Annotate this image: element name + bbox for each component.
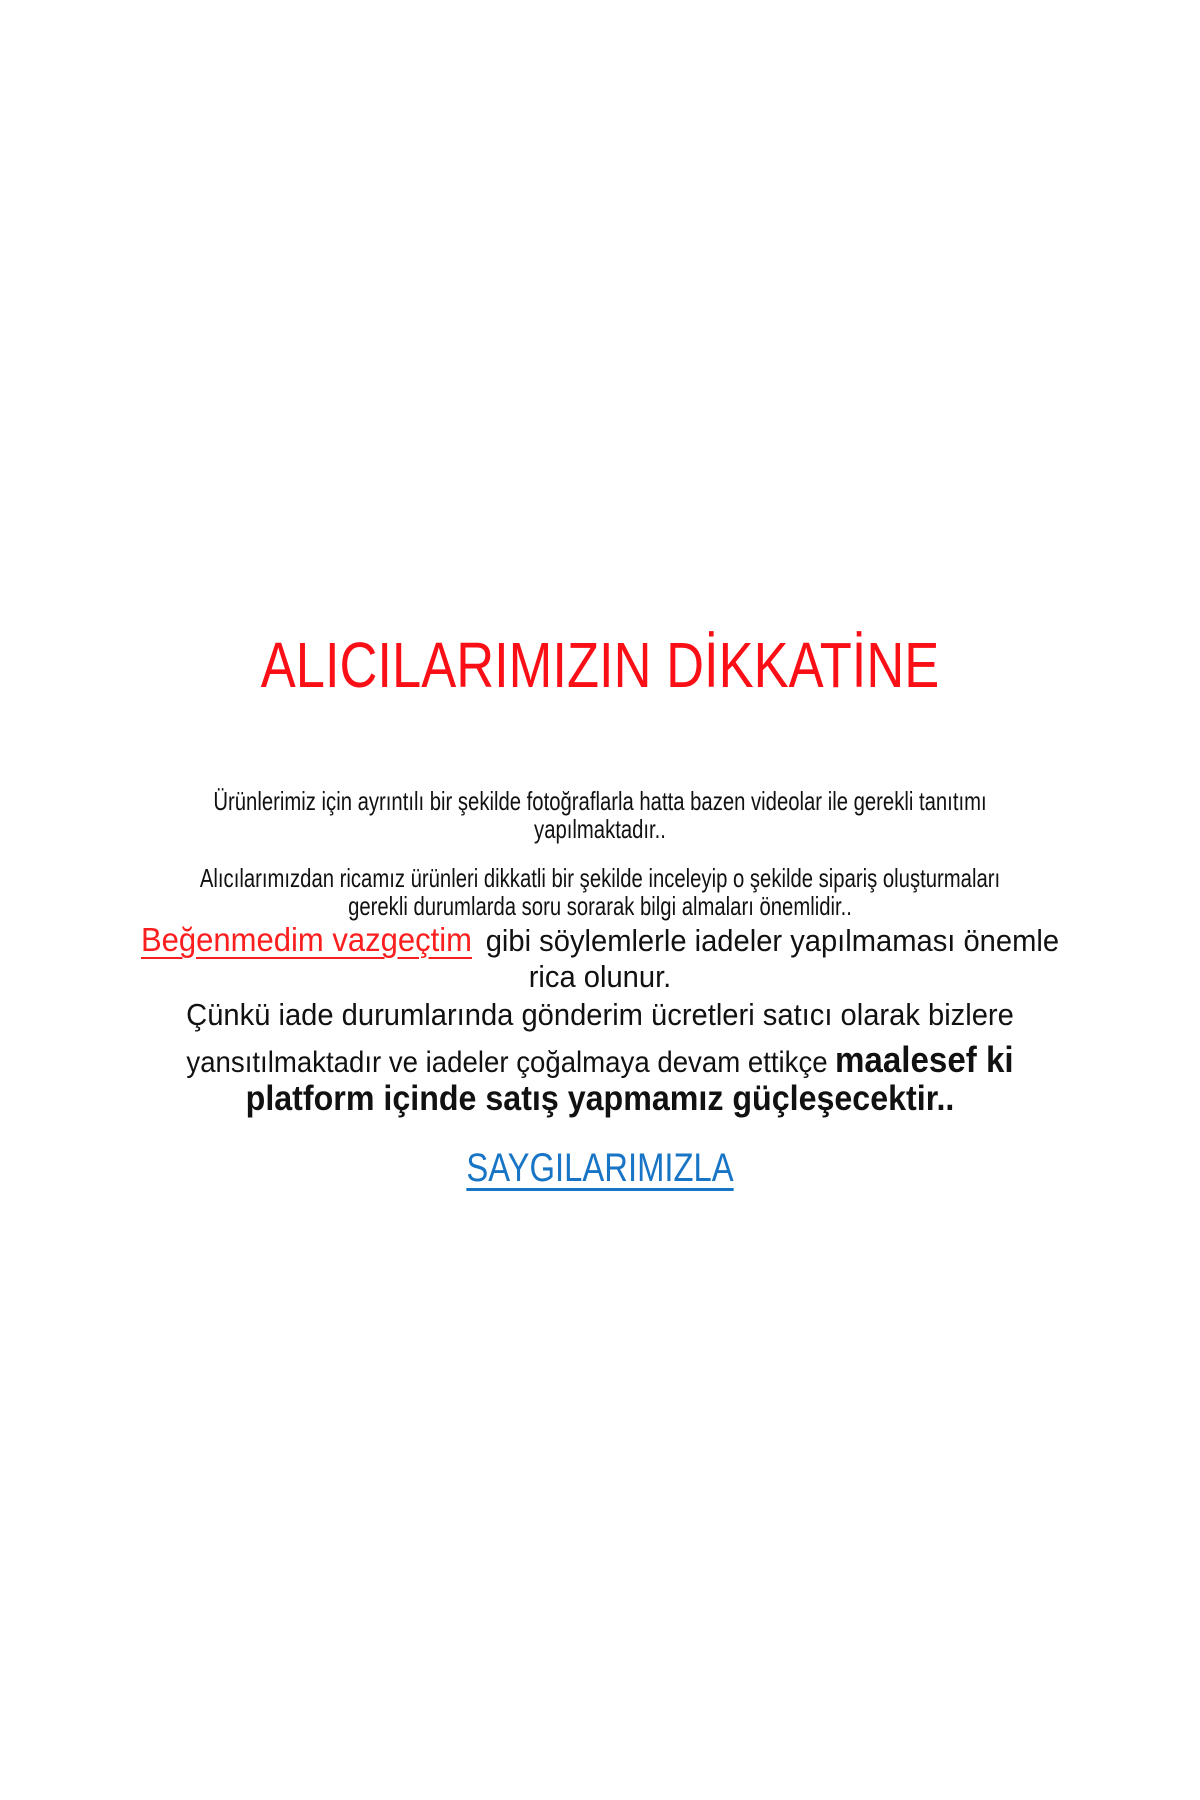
highlight-phrase: Beğenmedim vazgeçtim [140,921,472,958]
paragraph-line: Ürünlerimiz için ayrıntılı bir şekilde fotoğraflarla hatta bazen videolar ile gerekli tanıtımı [213,786,987,816]
page-title: ALICILARIMIZIN DİKKATİNE [260,629,940,701]
paragraph-line [48,1039,1152,1081]
paragraph-text: gibi söylemlerle iadeler yapılmaması önemle [477,923,1060,958]
paragraph-consequences [48,1039,1152,1118]
paragraph-line: yapılmaktadır.. [534,814,666,844]
paragraph-line: rica olunur. [528,959,672,994]
emphasis-text: maalesef ki [834,1039,1014,1080]
paragraph-product-intro [132,787,1068,843]
paragraph-text: yansıtılmaktadır ve iadeler çoğalmaya devam ettikçe [186,1046,828,1079]
paragraph-line: Alıcılarımızdan ricamız ürünleri dikkatli bir şekilde inceleyip o şekilde sipariş oluşturmaları [199,863,1001,893]
emphasis-line: platform içinde satış yapmamız güçleşecektir.. [245,1079,955,1118]
paragraph-no-returns [36,922,1164,995]
paragraph-line: gerekli durumlarda soru sorarak bilgi almaları önemlidir.. [348,891,852,921]
paragraph-line [36,922,1164,959]
paragraph-line: Çünkü iade durumlarında gönderim ücretleri satıcı olarak bizlere [186,997,1014,1032]
paragraph-return-costs [36,997,1164,1033]
paragraph-buyer-request [132,864,1068,920]
closing-signature: SAYGILARIMIZLA [466,1146,734,1190]
